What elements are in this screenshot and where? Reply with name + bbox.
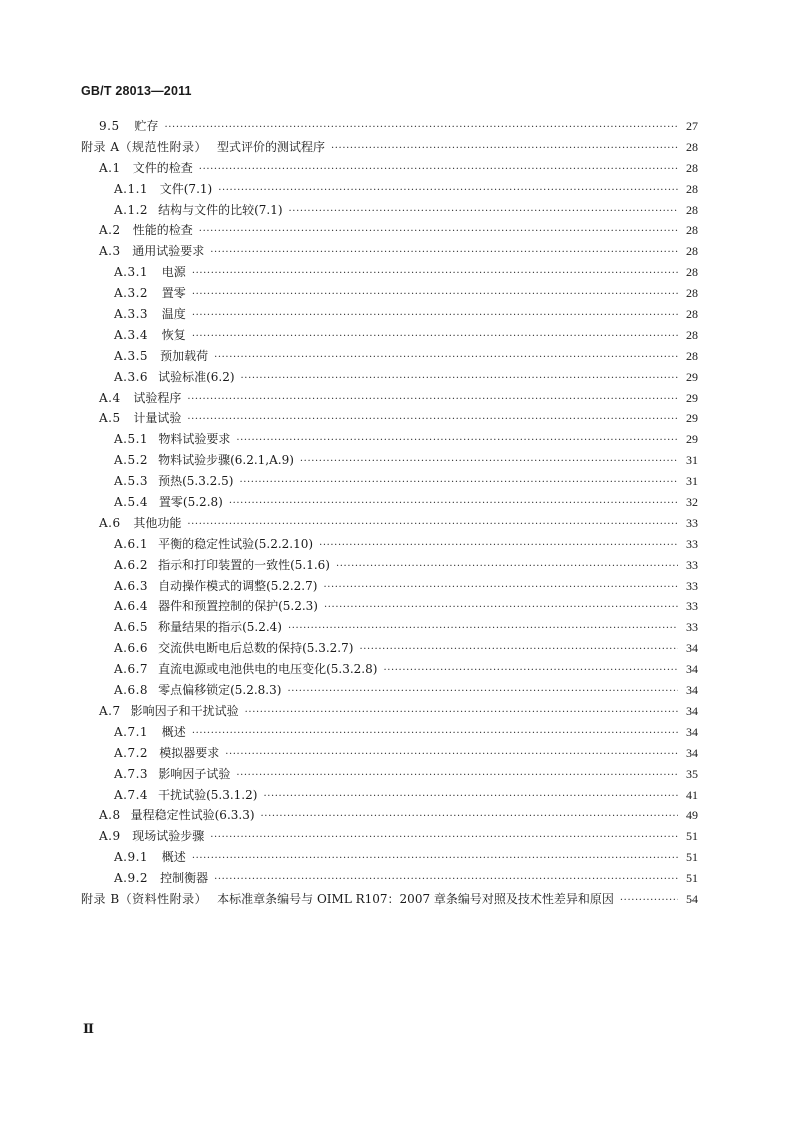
toc-entry[interactable]: [81, 326, 698, 347]
toc-entry[interactable]: [81, 180, 698, 201]
toc-entry-title: 现场试验步骤: [132, 829, 205, 844]
dot-leader: [187, 414, 678, 425]
toc-entry[interactable]: [81, 639, 698, 660]
dot-leader: [300, 456, 678, 467]
toc-entry-number: A.6.6: [114, 641, 149, 656]
toc-entry-title: 其他功能: [133, 515, 182, 530]
toc-entry-number: A.6.3: [114, 578, 149, 593]
toc-entry-page: 33: [686, 599, 698, 614]
toc-entry-number: A.7.4: [114, 787, 149, 802]
toc-entry[interactable]: [81, 284, 698, 305]
toc-entry-title: 性能的检查: [132, 223, 193, 238]
toc-entry-number: A.5: [99, 411, 121, 426]
toc-entry-page: 33: [686, 536, 698, 551]
toc-entry-page: 28: [686, 348, 698, 363]
toc-entry-number: A.5.1: [114, 432, 149, 447]
toc-entry-number: A.9.2: [114, 871, 149, 886]
dot-leader: [245, 707, 678, 718]
toc-entry-page: 33: [686, 578, 698, 593]
toc-entry[interactable]: [81, 305, 698, 326]
toc-entry-title: 指示和打印装置的一致性(5.1.6): [158, 557, 330, 572]
dot-leader: [336, 561, 678, 572]
toc-entry-page: 28: [686, 307, 698, 322]
toc-entry-number: A.1.1: [114, 181, 149, 196]
toc-entry[interactable]: [81, 347, 698, 368]
dot-leader: [165, 122, 679, 133]
toc-entry-number: A.1: [99, 160, 121, 175]
toc-entry-number: A.6.1: [114, 536, 149, 551]
toc-entry-title: 量程稳定性试验(6.3.3): [130, 808, 255, 823]
dot-leader: [199, 226, 678, 237]
toc-entry[interactable]: [81, 890, 698, 911]
toc-entry-page: 28: [686, 265, 698, 280]
toc-entry-number: A.3.2: [114, 286, 149, 301]
toc-entry-page: 28: [686, 181, 698, 196]
toc-entry[interactable]: [81, 744, 698, 765]
toc-entry[interactable]: [81, 660, 698, 681]
toc-entry-title: 预热(5.3.2.5): [158, 474, 234, 489]
toc-entry-page: 33: [686, 515, 698, 530]
toc-entry[interactable]: [81, 221, 698, 242]
toc-entry-number: A.7.2: [114, 745, 149, 760]
toc-entry-page: 28: [686, 223, 698, 238]
toc-entry-number: A.3.4: [114, 327, 149, 342]
toc-entry[interactable]: [81, 389, 698, 410]
dot-leader: [192, 310, 678, 321]
toc-entry-number: A.2: [99, 223, 121, 238]
toc-entry[interactable]: [81, 201, 698, 222]
toc-entry-number: A.3.6: [114, 369, 149, 384]
toc-entry-title: 试验标准(6.2): [158, 369, 235, 384]
page-number-footer: Ⅱ: [83, 1021, 94, 1036]
dot-leader: [236, 435, 678, 446]
toc-entry-number: A.3.3: [114, 307, 149, 322]
toc-entry-page: 28: [686, 160, 698, 175]
toc-entry-number: A.9: [99, 829, 121, 844]
dot-leader: [620, 895, 678, 906]
toc-entry[interactable]: [81, 514, 698, 535]
toc-entry[interactable]: [81, 827, 698, 848]
toc-entry[interactable]: [81, 409, 698, 430]
toc-entry-number: A.5.4: [114, 495, 149, 510]
toc-entry[interactable]: [81, 723, 698, 744]
toc-entry-number: A.7.1: [114, 724, 149, 739]
toc-entry-title: 试验程序: [133, 390, 182, 405]
toc-entry-title: 影响因子和干扰试验: [130, 703, 239, 718]
dot-leader: [225, 749, 678, 760]
toc-entry-page: 29: [686, 369, 698, 384]
dot-leader: [241, 373, 678, 384]
toc-entry-number: A.6.2: [114, 557, 149, 572]
toc-entry-title: 概述: [161, 724, 186, 739]
toc-entry[interactable]: [81, 430, 698, 451]
toc-entry-title: 平衡的稳定性试验(5.2.2.10): [158, 536, 314, 551]
toc-entry-title: 控制衡器: [160, 871, 209, 886]
toc-entry-number: 附录 B（资料性附录）: [81, 891, 208, 906]
dot-leader: [192, 331, 678, 342]
dot-leader: [210, 832, 678, 843]
toc-entry-page: 51: [686, 829, 698, 844]
toc-entry-title: 直流电源或电池供电的电压变化(5.3.2.8): [158, 662, 378, 677]
dot-leader: [383, 665, 678, 676]
toc-entry-title: 计量试验: [133, 411, 182, 426]
dot-leader: [287, 686, 678, 697]
toc-entry[interactable]: [81, 159, 698, 180]
toc-entry-title: 模拟器要求: [159, 745, 220, 760]
toc-entry-number: A.3.5: [114, 348, 149, 363]
dot-leader: [192, 728, 678, 739]
toc-entry[interactable]: [81, 263, 698, 284]
toc-entry-page: 28: [686, 202, 698, 217]
toc-entry-title: 贮存: [134, 119, 159, 133]
toc-entry[interactable]: [81, 681, 698, 702]
toc-entry-title: 称量结果的指示(5.2.4): [158, 620, 282, 635]
toc-entry-title: 预加载荷: [160, 348, 209, 363]
toc-entry-title: 通用试验要求: [132, 244, 205, 259]
dot-leader: [331, 143, 678, 154]
toc-entry[interactable]: [81, 848, 698, 869]
dot-leader: [214, 352, 678, 363]
toc-entry[interactable]: [81, 869, 698, 890]
dot-leader: [288, 623, 678, 634]
toc-entry[interactable]: [81, 451, 698, 472]
toc-entry-title: 交流供电断电后总数的保持(5.3.2.7): [158, 641, 354, 656]
dot-leader: [239, 477, 678, 488]
toc-entry-number: A.6.5: [114, 620, 149, 635]
toc-entry-number: 9.5: [99, 119, 120, 133]
dot-leader: [192, 289, 678, 300]
toc-entry-title: 恢复: [161, 327, 186, 342]
toc-entry-page: 28: [686, 139, 698, 154]
toc-entry-page: 28: [686, 244, 698, 259]
toc-entry-page: 34: [686, 703, 698, 718]
toc-entry-number: A.3: [99, 244, 121, 259]
dot-leader: [324, 602, 678, 613]
dot-leader: [289, 206, 678, 217]
table-of-contents: [81, 117, 698, 911]
toc-entry-title: 电源: [161, 265, 186, 280]
toc-entry-title: 置零: [161, 286, 186, 301]
dot-leader: [199, 164, 678, 175]
toc-entry-page: 31: [686, 453, 698, 468]
toc-entry[interactable]: [81, 806, 698, 827]
toc-entry-number: A.6: [99, 515, 121, 530]
toc-entry-page: 54: [686, 891, 698, 906]
toc-entry-title: 文件的检查: [132, 160, 193, 175]
dot-leader: [229, 498, 678, 509]
toc-entry[interactable]: [81, 702, 698, 723]
toc-entry-title: 文件(7.1): [159, 181, 213, 196]
dot-leader: [323, 582, 678, 593]
toc-entry-page: 34: [686, 724, 698, 739]
toc-entry-number: A.3.1: [114, 265, 149, 280]
toc-entry-page: 28: [686, 327, 698, 342]
toc-entry-page: 32: [686, 495, 698, 510]
dot-leader: [214, 874, 678, 885]
toc-entry-number: A.9.1: [114, 850, 149, 865]
toc-entry-title: 概述: [161, 850, 186, 865]
toc-entry-page: 33: [686, 620, 698, 635]
toc-entry-page: 41: [686, 787, 698, 802]
toc-entry-number: A.5.3: [114, 474, 149, 489]
toc-entry-title: 物料试验要求: [158, 432, 231, 447]
toc-entry-page: 51: [686, 850, 698, 865]
dot-leader: [210, 247, 678, 258]
toc-entry-page: 35: [686, 766, 698, 781]
dot-leader: [359, 644, 678, 655]
toc-entry-page: 29: [686, 432, 698, 447]
toc-entry[interactable]: [81, 765, 698, 786]
toc-entry-title: 本标准章条编号与 OIML R107：2007 章条编号对照及技术性差异和原因: [217, 891, 614, 906]
toc-entry[interactable]: [81, 117, 698, 138]
toc-entry-title: 温度: [161, 307, 186, 322]
toc-entry-title: 物料试验步骤(6.2.1,A.9): [158, 453, 294, 468]
toc-entry-title: 零点偏移锁定(5.2.8.3): [158, 683, 282, 698]
toc-entry[interactable]: [81, 618, 698, 639]
toc-entry[interactable]: [81, 597, 698, 618]
toc-entry[interactable]: [81, 242, 698, 263]
toc-entry-title: 置零(5.2.8): [158, 495, 223, 510]
toc-entry-number: A.6.8: [114, 683, 149, 698]
toc-entry-page: 51: [686, 871, 698, 886]
toc-entry[interactable]: [81, 368, 698, 389]
toc-entry-page: 34: [686, 745, 698, 760]
toc-entry-page: 29: [686, 411, 698, 426]
toc-entry-page: 28: [686, 286, 698, 301]
toc-entry[interactable]: [81, 535, 698, 556]
dot-leader: [319, 540, 678, 551]
toc-entry[interactable]: [81, 556, 698, 577]
standard-code-header: GB/T 28013—2011: [81, 84, 192, 98]
dot-leader: [236, 770, 678, 781]
toc-entry-number: A.5.2: [114, 453, 149, 468]
toc-entry-page: 27: [686, 119, 698, 133]
toc-entry-page: 34: [686, 641, 698, 656]
toc-entry-number: A.8: [99, 808, 121, 823]
toc-entry-title: 型式评价的测试程序: [216, 139, 325, 154]
toc-entry-number: A.4: [99, 390, 121, 405]
toc-entry-number: A.6.4: [114, 599, 149, 614]
dot-leader: [261, 811, 678, 822]
toc-entry-page: 49: [686, 808, 698, 823]
dot-leader: [187, 394, 678, 405]
toc-entry-page: 33: [686, 557, 698, 572]
toc-entry-number: 附录 A（规范性附录）: [81, 139, 207, 154]
toc-entry[interactable]: [81, 138, 698, 159]
toc-entry-page: 34: [686, 683, 698, 698]
toc-entry[interactable]: [81, 472, 698, 493]
toc-entry-number: A.7.3: [114, 766, 149, 781]
toc-entry[interactable]: [81, 493, 698, 514]
toc-entry-title: 器件和预置控制的保护(5.2.3): [158, 599, 318, 614]
dot-leader: [192, 853, 678, 864]
toc-entry-number: A.7: [99, 703, 121, 718]
toc-entry[interactable]: [81, 577, 698, 598]
toc-entry-title: 自动操作模式的调整(5.2.2.7): [158, 578, 318, 593]
toc-entry-page: 34: [686, 662, 698, 677]
dot-leader: [192, 268, 678, 279]
toc-entry-title: 结构与文件的比较(7.1): [158, 202, 283, 217]
toc-entry-title: 干扰试验(5.3.1.2): [158, 787, 258, 802]
toc-entry-page: 31: [686, 474, 698, 489]
toc-entry-number: A.1.2: [114, 202, 149, 217]
dot-leader: [187, 519, 678, 530]
dot-leader: [263, 791, 678, 802]
toc-entry-number: A.6.7: [114, 662, 149, 677]
dot-leader: [218, 185, 678, 196]
toc-entry-title: 影响因子试验: [158, 766, 231, 781]
toc-entry-page: 29: [686, 390, 698, 405]
toc-entry[interactable]: [81, 786, 698, 807]
